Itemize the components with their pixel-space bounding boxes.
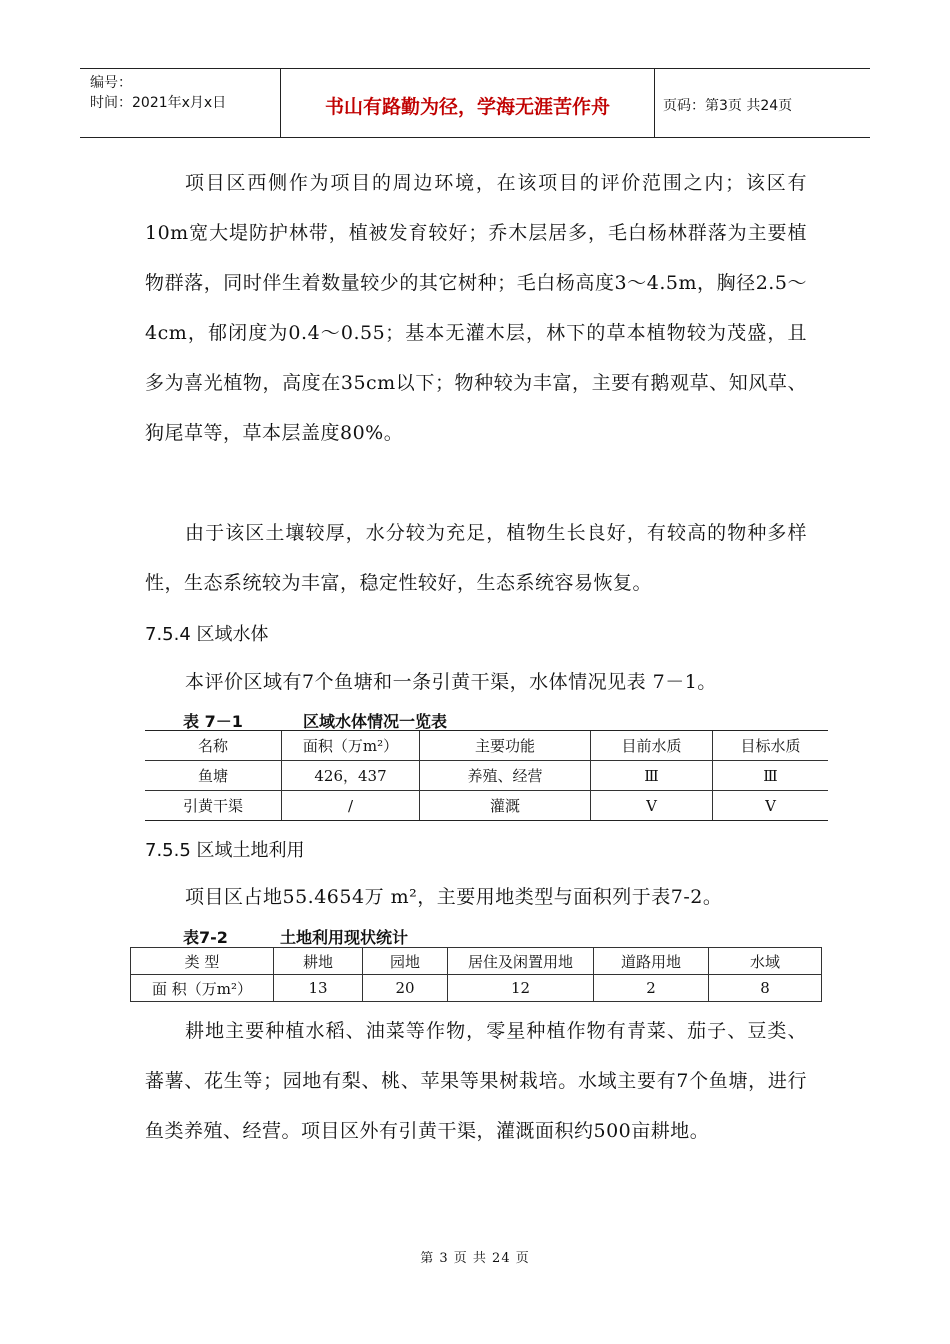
section-heading-land-use: 7.5.5 区域土地利用 — [145, 840, 305, 861]
paragraph-crops: 耕地主要种植水稻、油菜等作物，零星种植作物有青菜、茄子、豆类、蕃薯、花生等；园地有梨、桃、苹果等果树栽培。水域主要有7个鱼塘，进行鱼类养殖、经营。项目区外有引黄干渠，灌溉面积约500亩耕地。 — [145, 1020, 807, 1142]
header-motto: 书山有路勤为径，学海无涯苦作舟 — [281, 69, 655, 137]
table1-caption-title: 区域水体情况一览表 — [303, 712, 448, 731]
page-footer: 第 3 页 共 24 页 — [420, 1251, 530, 1266]
land-use-table — [130, 947, 822, 1002]
document-date: 时间：2021年x月x日 — [90, 95, 227, 111]
document-number: 编号： — [90, 75, 132, 91]
header-meta — [80, 69, 281, 137]
section-heading-water: 7.5.4 区域水体 — [145, 624, 269, 645]
table1-caption-number: 表 7－1 — [183, 712, 243, 731]
table-row: 鱼塘 426，437 养殖、经营 Ⅲ Ⅲ — [145, 761, 828, 791]
paragraph-soil: 由于该区土壤较厚，水分较为充足，植物生长良好，有较高的物种多样性，生态系统较为丰富，稳定性较好，生态系统容易恢复。 — [145, 522, 807, 594]
table-header-row: 名称 面积（万m²） 主要功能 目前水质 目标水质 — [145, 731, 828, 761]
table2-caption-number: 表7-2 — [183, 928, 228, 947]
paragraph-water: 本评价区域有7个鱼塘和一条引黄干渠，水体情况见表 7－1。 — [185, 671, 717, 693]
water-table — [145, 730, 828, 821]
header-page-number: 页码：第3页 共24页 — [663, 98, 793, 114]
table-row: 面 积（万m²） 13 20 12 2 8 — [131, 975, 822, 1002]
table-header-row: 类 型 耕地 园地 居住及闲置用地 道路用地 水域 — [131, 948, 822, 975]
table-row: 引黄干渠 / 灌溉 V V — [145, 791, 828, 821]
paragraph-land-area: 项目区占地55.4654万 m²，主要用地类型与面积列于表7-2。 — [185, 886, 723, 908]
paragraph-west-side: 项目区西侧作为项目的周边环境，在该项目的评价范围之内；该区有10m宽大堤防护林带，植被发育较好；乔木层居多，毛白杨林群落为主要植物群落，同时伴生着数量较少的其它树种；毛白杨高度3～4.5m，胸径2.5～4cm，郁闭度为0.4～0.55；基本无灌木层，林下的草本植物较为茂盛，且多为喜光植物，高度在35cm以下；物种较为丰富，主要有鹅观草、知风草、狗尾草等，草本层盖度80%。 — [145, 172, 807, 444]
table2-caption-title: 土地利用现状统计 — [280, 928, 409, 947]
page-header — [80, 68, 870, 138]
